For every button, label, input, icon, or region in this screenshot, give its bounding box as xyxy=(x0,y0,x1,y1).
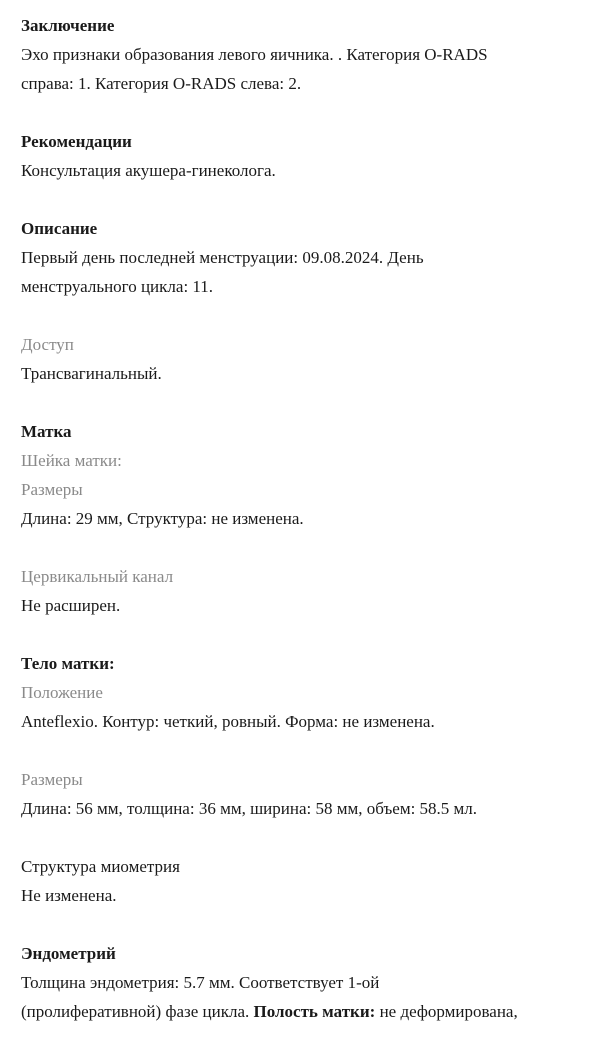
access-label: Доступ xyxy=(21,335,74,354)
uterine-cavity-label: Полость матки: xyxy=(253,1002,376,1021)
uterine-cavity-value: не деформирована, xyxy=(375,1002,518,1021)
position-value: Anteflexio. Контур: четкий, ровный. Форма: не изменена. xyxy=(21,712,435,731)
recommendations-text: Консультация акушера-гинеколога. xyxy=(21,161,276,180)
myometrium-label: Структура миометрия xyxy=(21,857,180,876)
access-value: Трансвагинальный. xyxy=(21,364,162,383)
body-size-value: Длина: 56 мм, толщина: 36 мм, ширина: 58 мм, объем: 58.5 мл. xyxy=(21,799,478,818)
endometrium-text-line-2 xyxy=(21,997,600,1026)
uterus-heading: Матка xyxy=(21,422,72,441)
conclusion-text-line-2: справа: 1. Категория O-RADS слева: 2. xyxy=(21,74,302,93)
spacer xyxy=(21,620,600,649)
conclusion-heading: Заключение xyxy=(21,16,115,35)
cervix-label: Шейка матки: xyxy=(21,451,122,470)
description-text-line-1: Первый день последней менструации: 09.08.2024. День xyxy=(21,248,424,267)
myometrium-value: Не изменена. xyxy=(21,886,117,905)
spacer xyxy=(21,185,600,214)
endometrium-text-line-1: Толщина эндометрия: 5.7 мм. Соответствует 1-ой xyxy=(21,973,380,992)
cervix-size-label: Размеры xyxy=(21,480,83,499)
spacer xyxy=(21,823,600,852)
conclusion-text-line-1: Эхо признаки образования левого яичника. . Категория O-RADS xyxy=(21,45,488,64)
uterus-body-heading: Тело матки: xyxy=(21,654,115,673)
spacer xyxy=(21,910,600,939)
spacer xyxy=(21,736,600,765)
description-text-line-2: менструального цикла: 11. xyxy=(21,277,214,296)
cervical-canal-label: Цервикальный канал xyxy=(21,567,174,586)
spacer xyxy=(21,98,600,127)
cervix-size-value: Длина: 29 мм, Структура: не изменена. xyxy=(21,509,304,528)
spacer xyxy=(21,533,600,562)
spacer xyxy=(21,388,600,417)
endometrium-phase-text: (пролиферативной) фазе цикла. xyxy=(21,1002,254,1021)
description-heading: Описание xyxy=(21,219,98,238)
body-size-label: Размеры xyxy=(21,770,83,789)
spacer xyxy=(21,301,600,330)
position-label: Положение xyxy=(21,683,103,702)
recommendations-heading: Рекомендации xyxy=(21,132,132,151)
cervical-canal-value: Не расширен. xyxy=(21,596,121,615)
endometrium-heading: Эндометрий xyxy=(21,944,116,963)
